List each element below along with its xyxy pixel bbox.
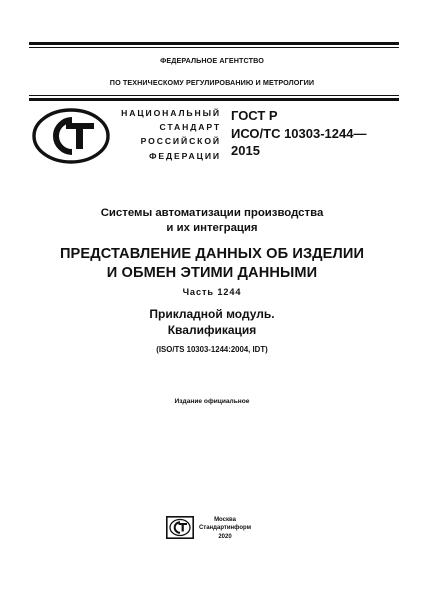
standard-label-line: ФЕДЕРАЦИИ (149, 150, 221, 161)
series-title-line-2: и их интеграция (166, 222, 258, 234)
series-title (0, 206, 424, 236)
module-title-line-2: Квалификация (167, 323, 257, 337)
module-title-line-1: Прикладной модуль. (149, 307, 275, 321)
standard-label-line: СТАНДАРТ (159, 122, 221, 133)
standard-number-line: ИСО/ТС 10303-1244— (231, 125, 367, 141)
publisher-year: 2020 (218, 533, 232, 540)
standard-number-line: ГОСТ Р (231, 108, 278, 123)
agency-line-2: ПО ТЕХНИЧЕСКОМУ РЕГУЛИРОВАНИЮ И МЕТРОЛОГИИ (109, 78, 315, 87)
main-title (0, 245, 424, 282)
publisher-info (196, 516, 254, 541)
iso-reference: (ISO/TS 10303-1244:2004, IDT) (156, 345, 268, 354)
main-title-line-2: И ОБМЕН ЭТИМИ ДАННЫМИ (106, 264, 318, 281)
agency-line-1: ФЕДЕРАЛЬНОЕ АГЕНТСТВО (160, 56, 264, 65)
top-rule-thin (29, 47, 399, 48)
part-number: Часть 1244 (182, 287, 242, 297)
standard-label-line: РОССИЙСКОЙ (140, 136, 221, 147)
header-rule-thin (29, 95, 399, 96)
publisher-city: Москва (214, 517, 236, 523)
edition-note: Издание официальное (174, 398, 250, 405)
series-title-line-1: Системы автоматизации производства (100, 207, 324, 219)
standard-label-line: НАЦИОНАЛЬНЫЙ (121, 108, 221, 118)
standard-number-line: 2015 (231, 143, 260, 158)
header-rule-thick (29, 98, 399, 101)
standard-label (113, 106, 221, 163)
publisher-name: Стандартинформ (198, 525, 252, 532)
gost-logo-icon (30, 106, 112, 166)
module-title (0, 306, 424, 338)
publisher-logo-icon (166, 516, 194, 539)
top-rule-thick (29, 42, 399, 45)
standard-number (231, 107, 401, 160)
main-title-line-1: ПРЕДСТАВЛЕНИЕ ДАННЫХ ОБ ИЗДЕЛИИ (59, 246, 365, 262)
